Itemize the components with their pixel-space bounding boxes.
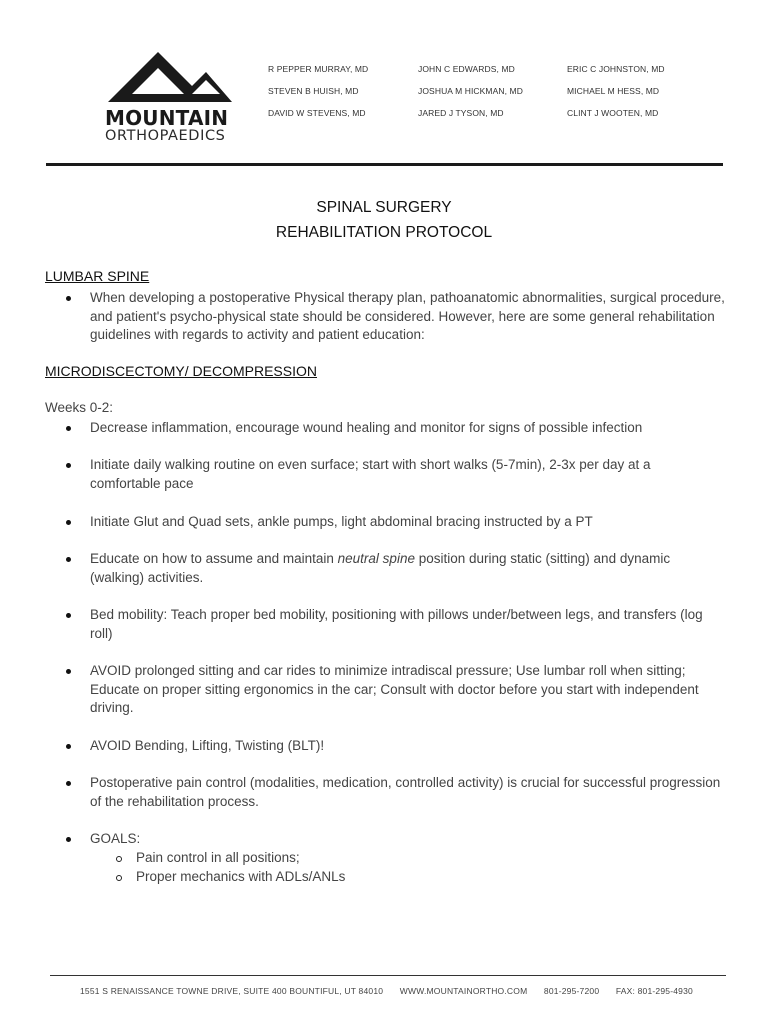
circle-bullet-icon: [116, 875, 122, 881]
list-item: [66, 606, 726, 643]
title-line-2: REHABILITATION PROTOCOL: [275, 224, 493, 241]
emphasis-text: neutral spine: [337, 551, 415, 566]
list-item: [66, 513, 726, 532]
logo-subtitle: ORTHOPAEDICS: [105, 128, 226, 144]
bullet-text: AVOID Bending, Lifting, Twisting (BLT)!: [90, 738, 325, 753]
section-heading-microdiscectomy: MICRODISCECTOMY/ DECOMPRESSION: [45, 363, 317, 379]
bullet-icon: [66, 613, 71, 618]
doctor-name: MICHAEL M HESS, MD: [567, 86, 660, 96]
bullet-icon: [66, 557, 71, 562]
doctor-name: DAVID W STEVENS, MD: [268, 108, 366, 118]
bullet-text-part: Educate on how to assume and maintain: [90, 551, 338, 566]
bullet-text: Bed mobility: Teach proper bed mobility, positioning with pillows under/between legs, and transfers (log roll): [90, 607, 703, 641]
bullet-text: When developing a postoperative Physical therapy plan, pathoanatomic abnormalities, surgical procedure, and patient's psycho-physical state should be considered. However, here are some general rehabilitation guidelines with regards to activity and patient education:: [90, 290, 725, 342]
logo: [105, 50, 235, 144]
document-title: [0, 195, 768, 245]
doctor-name: CLINT J WOOTEN, MD: [567, 108, 659, 118]
sub-list-item: [116, 868, 345, 887]
list-item: [66, 550, 726, 587]
bullet-icon: [66, 296, 71, 301]
doctor-name: JOSHUA M HICKMAN, MD: [418, 86, 523, 96]
doctor-list: [268, 64, 717, 118]
sub-bullet-text: Proper mechanics with ADLs/ANLs: [136, 869, 346, 884]
logo-name: MOUNTAIN: [105, 106, 229, 130]
section-heading-lumbar: LUMBAR SPINE: [45, 268, 150, 284]
bullet-text-part: position during static (sitting) and dynamic (walking) activities.: [90, 551, 671, 585]
footer-address: 1551 S RENAISSANCE TOWNE DRIVE, SUITE 400 BOUNTIFUL, UT 84010: [80, 986, 384, 996]
doctor-name: JOHN C EDWARDS, MD: [418, 64, 515, 74]
bullet-icon: [66, 781, 71, 786]
sub-list-item: [116, 849, 300, 868]
footer-phone: 801-295-7200: [543, 986, 600, 996]
bullet-icon: [66, 463, 71, 468]
bullet-icon: [66, 426, 71, 431]
list-item: [66, 737, 726, 756]
bullet-text: Decrease inflammation, encourage wound healing and monitor for signs of possible infection: [90, 420, 643, 435]
bullet-text: AVOID prolonged sitting and car rides to minimize intradiscal pressure; Use lumbar roll when sitting; Educate on proper sitting ergonomics in the car; Consult with doctor before you start with independent driving.: [90, 663, 699, 715]
bullet-icon: [66, 744, 71, 749]
footer-website[interactable]: WWW.MOUNTAINORTHO.COM: [399, 986, 528, 996]
sub-bullet-text: Pain control in all positions;: [136, 850, 300, 865]
footer-divider: [50, 975, 726, 976]
list-item: [66, 830, 726, 849]
doctor-name: JARED J TYSON, MD: [418, 108, 504, 118]
header-divider: [46, 163, 723, 166]
bullet-text: Initiate daily walking routine on even surface; start with short walks (5-7min), 2-3x per day at a comfortable pace: [90, 457, 651, 491]
doctor-name: R PEPPER MURRAY, MD: [268, 64, 369, 74]
bullet-icon: [66, 837, 71, 842]
list-item: [66, 662, 726, 718]
list-item: [66, 456, 666, 493]
list-item: [66, 774, 726, 811]
footer-fax: FAX: 801-295-4930: [615, 986, 693, 996]
bullet-icon: [66, 669, 71, 674]
weeks-label: Weeks 0-2:: [45, 400, 114, 415]
mountain-logo-icon: [108, 50, 232, 104]
goals-label: GOALS:: [90, 831, 141, 846]
bullet-text: [90, 550, 726, 587]
list-item: [66, 289, 726, 345]
doctor-name: STEVEN B HUISH, MD: [268, 86, 359, 96]
circle-bullet-icon: [116, 856, 122, 862]
bullet-icon: [66, 520, 71, 525]
footer: [80, 986, 707, 996]
title-line-1: SPINAL SURGERY: [316, 199, 452, 216]
bullet-text: Postoperative pain control (modalities, medication, controlled activity) is crucial for successful progression of the rehabilitation process.: [90, 775, 721, 809]
list-item: [66, 419, 726, 438]
doctor-name: ERIC C JOHNSTON, MD: [567, 64, 665, 74]
bullet-text: Initiate Glut and Quad sets, ankle pumps, light abdominal bracing instructed by a PT: [90, 514, 593, 529]
